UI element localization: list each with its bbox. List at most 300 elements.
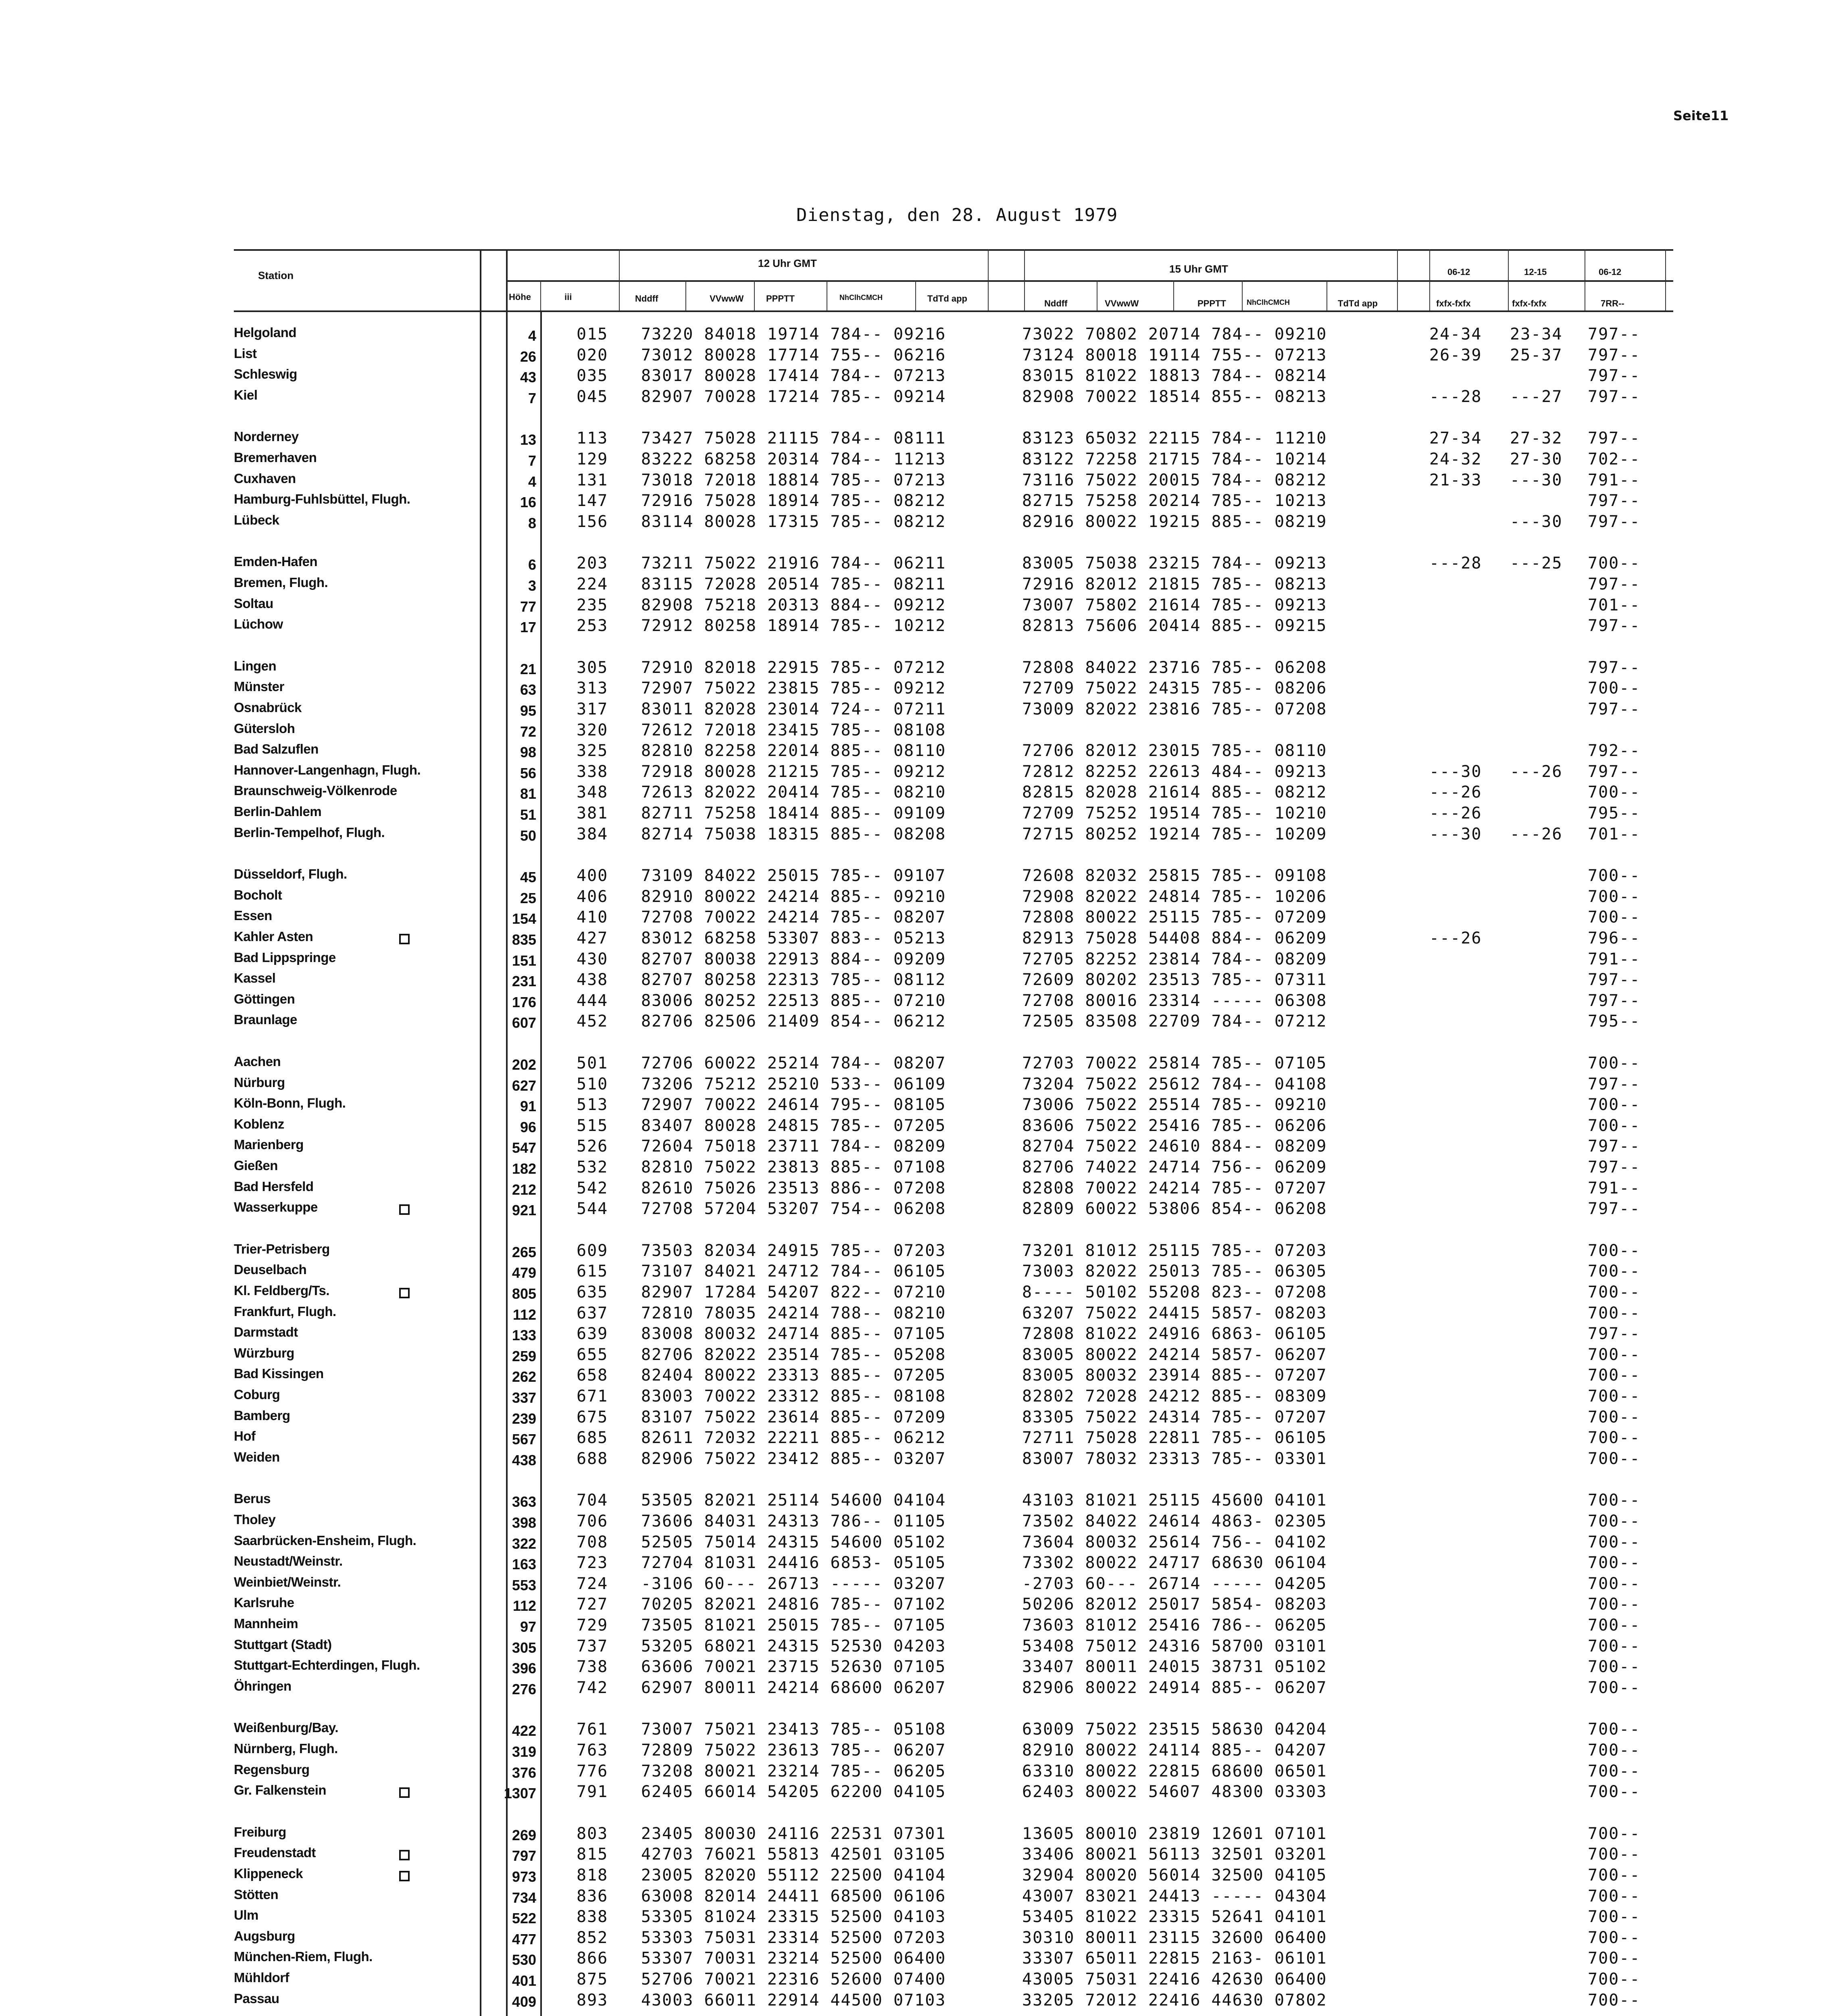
- station-index: 893: [577, 1991, 608, 2010]
- station-height: 276: [512, 1681, 536, 1697]
- station-name: Hof: [234, 1429, 256, 1443]
- station-name: Frankfurt, Flugh.: [234, 1304, 336, 1319]
- station-height: 522: [512, 1910, 536, 1926]
- group-06-12: 797--: [1588, 367, 1641, 385]
- obs-15-utc: 72808 84022 23716 785-- 06208: [1022, 658, 1327, 677]
- obs-15-utc: 72706 82012 23015 785-- 08110: [1022, 741, 1327, 760]
- station-name: Cuxhaven: [234, 471, 296, 486]
- obs-12-utc: 23005 82020 55112 22500 04104: [641, 1866, 946, 1885]
- station-name: Soltau: [234, 596, 273, 611]
- station-height: 72: [520, 723, 536, 740]
- group-06-12: 700--: [1588, 1450, 1641, 1468]
- station-height: 202: [512, 1056, 536, 1073]
- station-index: 723: [577, 1554, 608, 1572]
- obs-15-utc: 43103 81021 25115 45600 04101: [1022, 1491, 1327, 1510]
- station-name: Aachen: [234, 1054, 281, 1069]
- station-name: Augsburg: [234, 1929, 295, 1943]
- station-height: 567: [512, 1431, 536, 1447]
- range-06-12: ---26: [1429, 929, 1482, 948]
- station-index: 384: [577, 825, 608, 843]
- obs-15-utc: 83005 80022 24214 5857- 06207: [1022, 1345, 1327, 1364]
- obs-12-utc: 72910 82018 22915 785-- 07212: [641, 658, 946, 677]
- obs-12-utc: 73427 75028 21115 784-- 08111: [641, 429, 946, 448]
- station-height: 376: [512, 1764, 536, 1781]
- station-name: Kassel: [234, 971, 276, 985]
- station-name: Norderney: [234, 429, 299, 444]
- obs-15-utc: 72908 82022 24814 785-- 10206: [1022, 887, 1327, 906]
- obs-15-utc: 62403 80022 54607 48300 03303: [1022, 1783, 1327, 1801]
- station-name: Weißenburg/Bay.: [234, 1720, 338, 1735]
- station-index: 803: [577, 1824, 608, 1843]
- group-06-12: 792--: [1588, 741, 1641, 760]
- station-index: 708: [577, 1533, 608, 1552]
- station-height: 262: [512, 1368, 536, 1385]
- header-top-rule: [234, 249, 1673, 251]
- obs-12-utc: 72907 75022 23815 785-- 09212: [641, 679, 946, 698]
- obs-15-utc: 63207 75022 24415 5857- 08203: [1022, 1304, 1327, 1322]
- station-name: Göttingen: [234, 991, 295, 1006]
- header-12-c3: PPPTT: [766, 294, 795, 304]
- station-index: 729: [577, 1616, 608, 1635]
- obs-12-utc: 83222 68258 20314 784-- 11213: [641, 450, 946, 469]
- station-height: 305: [512, 1639, 536, 1656]
- obs-12-utc: 82706 82022 23514 785-- 05208: [641, 1345, 946, 1364]
- station-name: Neustadt/Weinstr.: [234, 1554, 343, 1568]
- station-index: 515: [577, 1116, 608, 1135]
- station-index: 501: [577, 1054, 608, 1073]
- station-name: Braunschweig-Völkenrode: [234, 783, 397, 798]
- station-name: Emden-Hafen: [234, 554, 318, 569]
- station-index: 381: [577, 804, 608, 823]
- station-height: 7: [528, 452, 536, 469]
- station-name: Mühldorf: [234, 1970, 289, 1985]
- station-height: 231: [512, 973, 536, 989]
- obs-15-utc: 73302 80022 24717 68630 06104: [1022, 1554, 1327, 1572]
- obs-12-utc: 83008 80032 24714 885-- 07105: [641, 1325, 946, 1343]
- obs-15-utc: 72808 81022 24916 6863- 06105: [1022, 1325, 1327, 1343]
- station-index: 727: [577, 1595, 608, 1614]
- station-height: 322: [512, 1535, 536, 1552]
- range-06-12: 26-39: [1429, 346, 1482, 364]
- station-name: Bad Lippspringe: [234, 950, 336, 965]
- obs-12-utc: 82908 75218 20313 884-- 09212: [641, 596, 946, 614]
- square-icon: [399, 1850, 410, 1860]
- station-index: 020: [577, 346, 608, 364]
- station-height: 530: [512, 1951, 536, 1968]
- header-range-06-12b: 06-12: [1599, 267, 1622, 277]
- group-06-12: 700--: [1588, 679, 1641, 698]
- station-name: Wasserkuppe: [234, 1200, 318, 1214]
- station-name: Passau: [234, 1991, 279, 2006]
- group-06-12: 797--: [1588, 762, 1641, 781]
- range-06-12: ---26: [1429, 804, 1482, 823]
- group-06-12: 797--: [1588, 1158, 1641, 1177]
- station-index: 438: [577, 971, 608, 989]
- station-index: 338: [577, 762, 608, 781]
- obs-12-utc: 82711 75258 18414 885-- 09109: [641, 804, 946, 823]
- station-name: Kiel: [234, 387, 258, 402]
- station-index: 224: [577, 575, 608, 594]
- group-06-12: 701--: [1588, 596, 1641, 614]
- station-index: 815: [577, 1845, 608, 1864]
- station-height: 438: [512, 1452, 536, 1468]
- station-name: Helgoland: [234, 325, 297, 340]
- station-height: 77: [520, 598, 536, 615]
- group-06-12: 700--: [1588, 1429, 1641, 1447]
- header-range-sub1: fxfx-fxfx: [1436, 298, 1471, 308]
- obs-15-utc: 73604 80032 25614 756-- 04102: [1022, 1533, 1327, 1552]
- obs-15-utc: 83305 75022 24314 785-- 07207: [1022, 1408, 1327, 1427]
- header-12-c5: TdTd app: [927, 294, 967, 304]
- obs-15-utc: 50206 82012 25017 5854- 08203: [1022, 1595, 1327, 1614]
- station-height: 398: [512, 1514, 536, 1531]
- station-height: 212: [512, 1181, 536, 1198]
- range-12-15: 27-32: [1510, 429, 1563, 448]
- station-index: 406: [577, 887, 608, 906]
- group-06-12: 700--: [1588, 1824, 1641, 1843]
- station-name: Kahler Asten: [234, 929, 313, 944]
- header-15-uhr: 15 Uhr GMT: [1169, 263, 1228, 275]
- station-name: Bad Salzuflen: [234, 741, 319, 756]
- station-name: Köln-Bonn, Flugh.: [234, 1095, 346, 1110]
- station-index: 635: [577, 1283, 608, 1302]
- group-06-12: 797--: [1588, 325, 1641, 344]
- station-height: 95: [520, 702, 536, 719]
- obs-15-utc: 82802 72028 24212 885-- 08309: [1022, 1387, 1327, 1406]
- station-name: Gießen: [234, 1158, 278, 1173]
- obs-12-utc: 62907 80011 24214 68600 06207: [641, 1679, 946, 1697]
- obs-15-utc: 73201 81012 25115 785-- 07203: [1022, 1241, 1327, 1260]
- obs-15-utc: 32904 80020 56014 32500 04105: [1022, 1866, 1327, 1885]
- group-06-12: 700--: [1588, 1949, 1641, 1968]
- station-name: Freiburg: [234, 1824, 286, 1839]
- obs-15-utc: 72708 80016 23314 ----- 06308: [1022, 991, 1327, 1010]
- obs-12-utc: 82610 75026 23513 886-- 07208: [641, 1179, 946, 1198]
- station-index: 253: [577, 616, 608, 635]
- station-height: 396: [512, 1660, 536, 1677]
- station-index: 305: [577, 658, 608, 677]
- obs-12-utc: 63606 70021 23715 52630 07105: [641, 1658, 946, 1676]
- obs-15-utc: 73204 75022 25612 784-- 04108: [1022, 1075, 1327, 1093]
- obs-15-utc: 33307 65011 22815 2163- 06101: [1022, 1949, 1327, 1968]
- station-index: 818: [577, 1866, 608, 1885]
- group-06-12: 797--: [1588, 1325, 1641, 1343]
- group-06-12: 797--: [1588, 512, 1641, 531]
- range-06-12: ---26: [1429, 783, 1482, 802]
- obs-12-utc: 23405 80030 24116 22531 07301: [641, 1824, 946, 1843]
- station-height: 973: [512, 1868, 536, 1885]
- obs-12-utc: 83407 80028 24815 785-- 07205: [641, 1116, 946, 1135]
- obs-15-utc: 73022 70802 20714 784-- 09210: [1022, 325, 1327, 344]
- station-index: 015: [577, 325, 608, 344]
- group-06-12: 700--: [1588, 1095, 1641, 1114]
- station-index: 410: [577, 908, 608, 927]
- station-name: List: [234, 346, 257, 361]
- station-height: 96: [520, 1119, 536, 1135]
- range-06-12: 21-33: [1429, 471, 1482, 489]
- station-index: 838: [577, 1908, 608, 1926]
- obs-12-utc: 72916 75028 18914 785-- 08212: [641, 492, 946, 510]
- range-12-15: ---25: [1510, 554, 1563, 573]
- group-06-12: 700--: [1588, 1658, 1641, 1676]
- obs-15-utc: 73009 82022 23816 785-- 07208: [1022, 700, 1327, 719]
- station-name: Klippeneck: [234, 1866, 303, 1881]
- group-06-12: 791--: [1588, 950, 1641, 968]
- station-height: 734: [512, 1889, 536, 1906]
- obs-15-utc: 72711 75028 22811 785-- 06105: [1022, 1429, 1327, 1447]
- station-index: 452: [577, 1012, 608, 1031]
- station-index: 203: [577, 554, 608, 573]
- obs-12-utc: 72907 70022 24614 795-- 08105: [641, 1095, 946, 1114]
- station-height: 25: [520, 890, 536, 906]
- station-height: 797: [512, 1847, 536, 1864]
- station-height: 805: [512, 1285, 536, 1302]
- group-06-12: 700--: [1588, 1512, 1641, 1531]
- station-height: 17: [520, 619, 536, 635]
- obs-15-utc: 53405 81022 23315 52641 04101: [1022, 1908, 1327, 1926]
- group-06-12: 702--: [1588, 450, 1641, 469]
- station-name: Mannheim: [234, 1616, 298, 1631]
- obs-15-utc: 72608 82032 25815 785-- 09108: [1022, 866, 1327, 885]
- station-height: 422: [512, 1722, 536, 1739]
- station-height: 479: [512, 1264, 536, 1281]
- station-height: 26: [520, 348, 536, 365]
- station-height: 112: [512, 1597, 536, 1614]
- station-index: 609: [577, 1241, 608, 1260]
- station-index: 513: [577, 1095, 608, 1114]
- station-name: Stötten: [234, 1887, 279, 1902]
- range-06-12: ---30: [1429, 762, 1482, 781]
- obs-12-utc: 73606 84031 24313 786-- 01105: [641, 1512, 946, 1531]
- obs-12-utc: 73007 75021 23413 785-- 05108: [641, 1720, 946, 1739]
- range-06-12: ---30: [1429, 825, 1482, 843]
- group-06-12: 797--: [1588, 616, 1641, 635]
- station-index: 791: [577, 1783, 608, 1801]
- station-index: 866: [577, 1949, 608, 1968]
- obs-15-utc: 82908 70022 18514 855-- 08213: [1022, 387, 1327, 406]
- group-06-12: 797--: [1588, 492, 1641, 510]
- station-name: Lübeck: [234, 512, 279, 527]
- station-index: 852: [577, 1929, 608, 1947]
- group-06-12: 700--: [1588, 1241, 1641, 1260]
- station-height: 409: [512, 1993, 536, 2010]
- group-06-12: 795--: [1588, 804, 1641, 823]
- page-number: Seite11: [1673, 108, 1729, 123]
- obs-15-utc: 82813 75606 20414 885-- 09215: [1022, 616, 1327, 635]
- station-index: 776: [577, 1762, 608, 1781]
- station-height: 547: [512, 1139, 536, 1156]
- obs-15-utc: 82706 74022 24714 756-- 06209: [1022, 1158, 1327, 1177]
- header-range-06-12: 06-12: [1447, 267, 1470, 277]
- obs-15-utc: 72808 80022 25115 785-- 07209: [1022, 908, 1327, 927]
- group-06-12: 700--: [1588, 1679, 1641, 1697]
- group-06-12: 700--: [1588, 1116, 1641, 1135]
- group-06-12: 797--: [1588, 658, 1641, 677]
- station-height: 835: [512, 931, 536, 948]
- group-06-12: 700--: [1588, 1741, 1641, 1760]
- obs-15-utc: 43005 75031 22416 42630 06400: [1022, 1970, 1327, 1989]
- station-index: 035: [577, 367, 608, 385]
- page-title: Dienstag, den 28. August 1979: [796, 205, 1118, 225]
- obs-12-utc: 72612 72018 23415 785-- 08108: [641, 721, 946, 739]
- station-name: Schleswig: [234, 367, 297, 381]
- header-15-c1: Nddff: [1044, 298, 1068, 308]
- group-06-12: 700--: [1588, 783, 1641, 802]
- obs-15-utc: 73603 81012 25416 786-- 06205: [1022, 1616, 1327, 1635]
- obs-12-utc: 83115 72028 20514 785-- 08211: [641, 575, 946, 594]
- group-06-12: 797--: [1588, 346, 1641, 364]
- header-range-sub2: fxfx-fxfx: [1512, 298, 1547, 308]
- station-index: 658: [577, 1366, 608, 1385]
- obs-12-utc: 73109 84022 25015 785-- 09107: [641, 866, 946, 885]
- station-height: 16: [520, 494, 536, 510]
- obs-12-utc: 53303 75031 23314 52500 07203: [641, 1929, 946, 1947]
- station-height: 401: [512, 1972, 536, 1989]
- station-index: 129: [577, 450, 608, 469]
- station-name: Darmstadt: [234, 1325, 298, 1339]
- header-12-c2: VVwwW: [710, 294, 744, 304]
- obs-15-utc: 13605 80010 23819 12601 07101: [1022, 1824, 1327, 1843]
- group-06-12: 700--: [1588, 1595, 1641, 1614]
- header-hoehe: Höhe: [509, 292, 531, 302]
- group-06-12: 700--: [1588, 908, 1641, 927]
- station-index: 156: [577, 512, 608, 531]
- group-06-12: 700--: [1588, 1491, 1641, 1510]
- obs-12-utc: -3106 60--- 26713 ----- 03207: [641, 1574, 946, 1593]
- obs-12-utc: 72704 81031 24416 6853- 05105: [641, 1554, 946, 1572]
- group-06-12: 700--: [1588, 1887, 1641, 1906]
- obs-15-utc: 72916 82012 21815 785-- 08213: [1022, 575, 1327, 594]
- station-index: 761: [577, 1720, 608, 1739]
- group-06-12: 700--: [1588, 1845, 1641, 1864]
- station-height: 337: [512, 1389, 536, 1406]
- station-height: 259: [512, 1348, 536, 1364]
- station-index: 615: [577, 1262, 608, 1281]
- group-06-12: 700--: [1588, 1637, 1641, 1656]
- obs-15-utc: 82916 80022 19215 885-- 08219: [1022, 512, 1327, 531]
- station-height: 319: [512, 1743, 536, 1760]
- group-06-12: 795--: [1588, 1012, 1641, 1031]
- obs-12-utc: 82910 80022 24214 885-- 09210: [641, 887, 946, 906]
- group-06-12: 700--: [1588, 1345, 1641, 1364]
- group-06-12: 797--: [1588, 1075, 1641, 1093]
- station-index: 738: [577, 1658, 608, 1676]
- obs-12-utc: 53505 82021 25114 54600 04104: [641, 1491, 946, 1510]
- obs-12-utc: 83107 75022 23614 885-- 07209: [641, 1408, 946, 1427]
- station-index: 742: [577, 1679, 608, 1697]
- station-name: Bremerhaven: [234, 450, 317, 465]
- obs-15-utc: 82715 75258 20214 785-- 10213: [1022, 492, 1327, 510]
- header-iii: iii: [564, 292, 572, 302]
- station-height: 91: [520, 1098, 536, 1114]
- station-height: 98: [520, 744, 536, 760]
- station-height: 269: [512, 1827, 536, 1843]
- station-index: 235: [577, 596, 608, 614]
- group-06-12: 700--: [1588, 1304, 1641, 1322]
- group-06-12: 797--: [1588, 1137, 1641, 1156]
- station-name: Tholey: [234, 1512, 276, 1527]
- station-index: 737: [577, 1637, 608, 1656]
- range-06-12: 27-34: [1429, 429, 1482, 448]
- station-name: Gr. Falkenstein: [234, 1783, 327, 1797]
- station-height: 43: [520, 369, 536, 385]
- obs-12-utc: 73220 84018 19714 784-- 09216: [641, 325, 946, 344]
- obs-12-utc: 82907 17284 54207 822-- 07210: [641, 1283, 946, 1302]
- station-height: 239: [512, 1410, 536, 1427]
- obs-15-utc: 8---- 50102 55208 823-- 07208: [1022, 1283, 1327, 1302]
- header-15-c5: TdTd app: [1338, 298, 1378, 308]
- square-icon: [399, 1204, 410, 1215]
- group-06-12: 700--: [1588, 1970, 1641, 1989]
- station-index: 045: [577, 387, 608, 406]
- group-06-12: 797--: [1588, 1200, 1641, 1218]
- station-height: 21: [520, 661, 536, 677]
- range-12-15: ---26: [1510, 825, 1563, 843]
- obs-15-utc: 73502 84022 24614 4863- 02305: [1022, 1512, 1327, 1531]
- station-name: Berus: [234, 1491, 271, 1506]
- station-name: Lingen: [234, 658, 277, 673]
- station-index: 704: [577, 1491, 608, 1510]
- group-06-12: 796--: [1588, 929, 1641, 948]
- group-06-12: 700--: [1588, 1262, 1641, 1281]
- station-index: 113: [577, 429, 608, 448]
- obs-12-utc: 73505 81021 25015 785-- 07105: [641, 1616, 946, 1635]
- station-height: 363: [512, 1493, 536, 1510]
- square-icon: [399, 1288, 410, 1298]
- station-index: 348: [577, 783, 608, 802]
- range-06-12: 24-32: [1429, 450, 1482, 469]
- obs-15-utc: 73007 75802 21614 785-- 09213: [1022, 596, 1327, 614]
- obs-12-utc: 73503 82034 24915 785-- 07203: [641, 1241, 946, 1260]
- obs-15-utc: 63310 80022 22815 68600 06501: [1022, 1762, 1327, 1781]
- station-height: 51: [520, 806, 536, 823]
- obs-12-utc: 83012 68258 53307 883-- 05213: [641, 929, 946, 948]
- obs-15-utc: 30310 80011 23115 32600 06400: [1022, 1929, 1327, 1947]
- obs-12-utc: 83006 80252 22513 885-- 07210: [641, 991, 946, 1010]
- obs-15-utc: 82906 80022 24914 885-- 06207: [1022, 1679, 1327, 1697]
- group-06-12: 700--: [1588, 1366, 1641, 1385]
- station-index: 325: [577, 741, 608, 760]
- obs-15-utc: 72812 82252 22613 484-- 09213: [1022, 762, 1327, 781]
- station-name: Öhringen: [234, 1679, 292, 1693]
- square-icon: [399, 1787, 410, 1798]
- obs-15-utc: 82815 82028 21614 885-- 08212: [1022, 783, 1327, 802]
- rule-iii: [540, 310, 542, 2016]
- obs-15-utc: 43007 83021 24413 ----- 04304: [1022, 1887, 1327, 1906]
- station-index: 147: [577, 492, 608, 510]
- obs-15-utc: 82704 75022 24610 884-- 08209: [1022, 1137, 1327, 1156]
- obs-12-utc: 83003 70022 23312 885-- 08108: [641, 1387, 946, 1406]
- header-12-uhr: 12 Uhr GMT: [758, 257, 817, 269]
- obs-12-utc: 82707 80258 22313 785-- 08112: [641, 971, 946, 989]
- station-index: 637: [577, 1304, 608, 1322]
- obs-12-utc: 72912 80258 18914 785-- 10212: [641, 616, 946, 635]
- obs-15-utc: 73003 82022 25013 785-- 06305: [1022, 1262, 1327, 1281]
- station-name: Essen: [234, 908, 272, 923]
- station-height: 81: [520, 785, 536, 802]
- header-15-c3: PPPTT: [1197, 298, 1226, 308]
- group-06-12: 700--: [1588, 1866, 1641, 1885]
- obs-15-utc: 72505 83508 22709 784-- 07212: [1022, 1012, 1327, 1031]
- station-height: 163: [512, 1556, 536, 1572]
- obs-15-utc: 83015 81022 18813 784-- 08214: [1022, 367, 1327, 385]
- station-index: 542: [577, 1179, 608, 1198]
- obs-15-utc: 83122 72258 21715 784-- 10214: [1022, 450, 1327, 469]
- group-06-12: 700--: [1588, 866, 1641, 885]
- obs-15-utc: 72705 82252 23814 784-- 08209: [1022, 950, 1327, 968]
- obs-12-utc: 72604 75018 23711 784-- 08209: [641, 1137, 946, 1156]
- obs-12-utc: 82907 70028 17214 785-- 09214: [641, 387, 946, 406]
